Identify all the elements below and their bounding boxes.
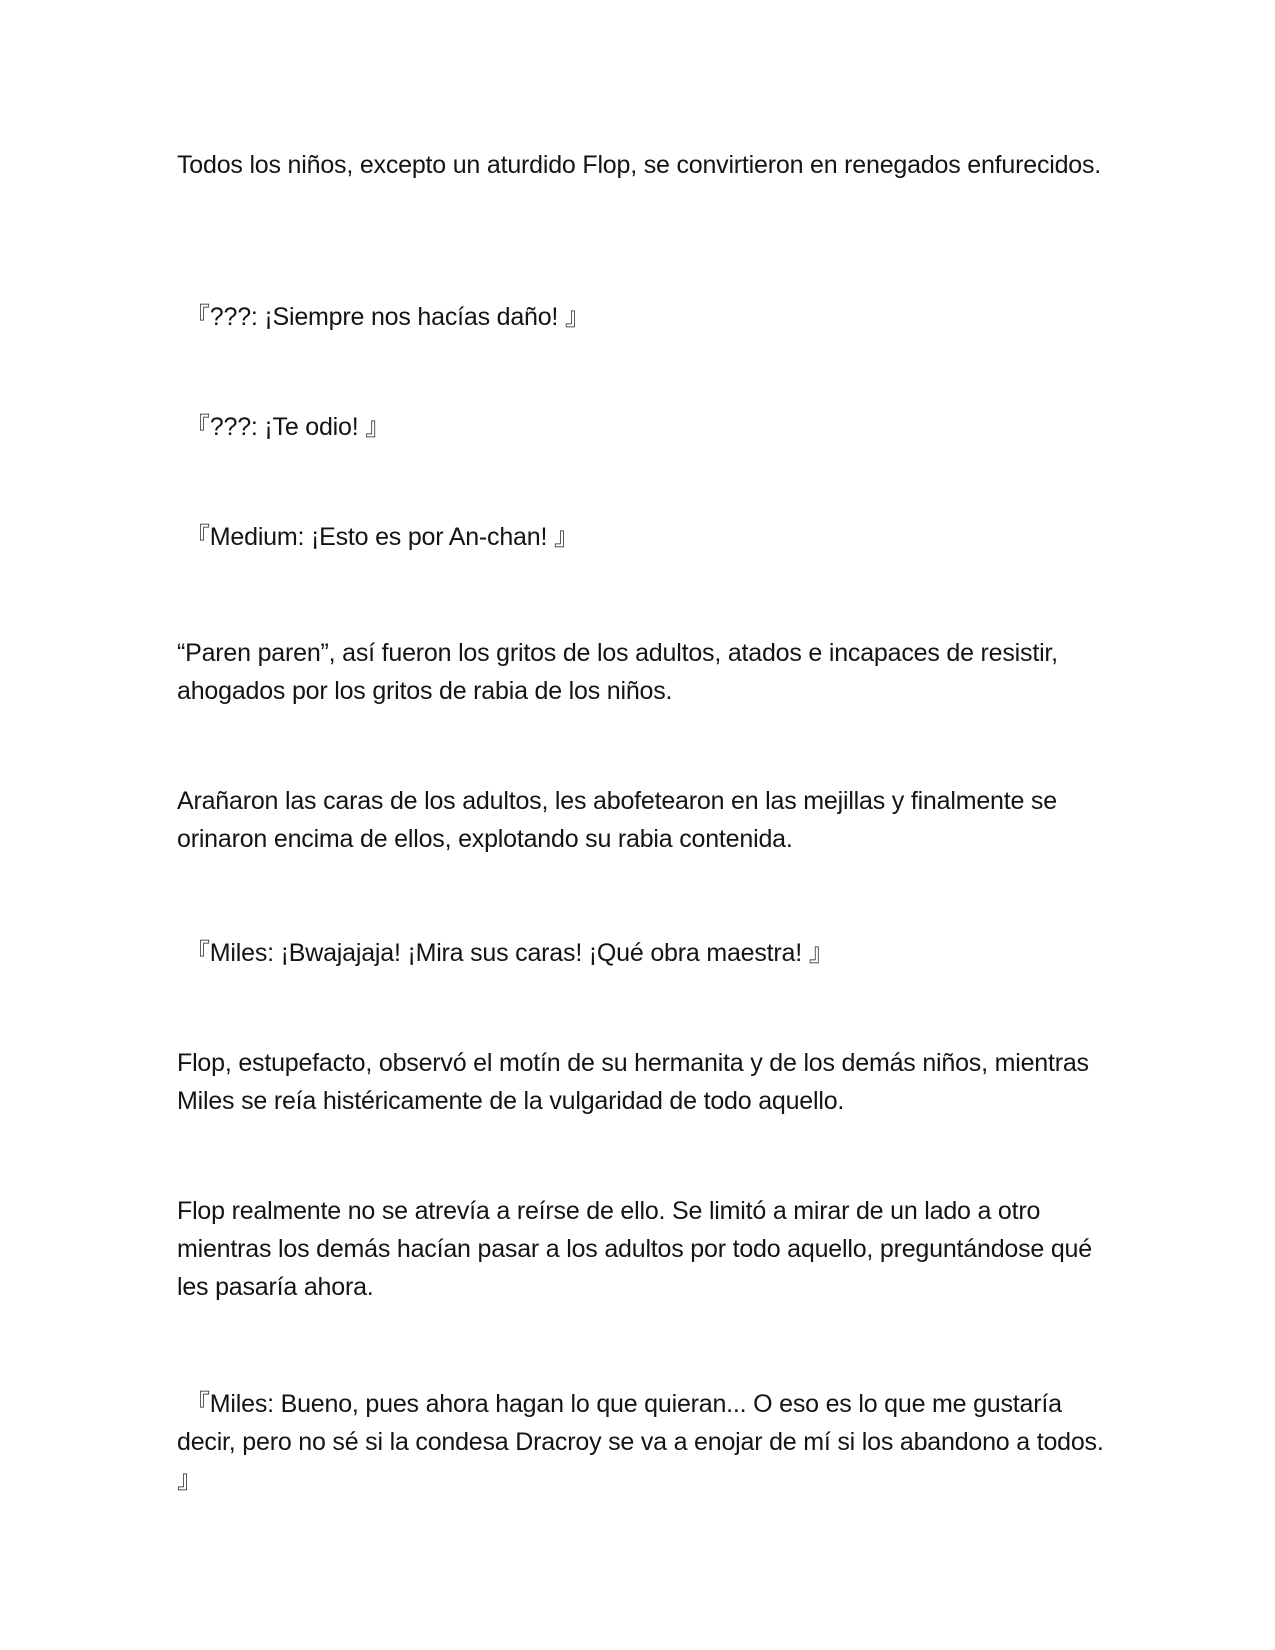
dialogue-line-2: 『???: ¡Te odio! 』 (185, 413, 391, 441)
paragraph-2: “Paren paren”, así fueron los gritos de los adultos, atados e incapaces de resistir, ahogados por los gritos de rabia de los niños. (177, 639, 1058, 705)
paragraph-3: Arañaron las caras de los adultos, les abofetearon en las mejillas y finalmente se orinaron encima de ellos, explotando su rabia contenida. (177, 787, 1057, 853)
paragraph-5: Flop realmente no se atrevía a reírse de ello. Se limitó a mirar de un lado a otro mientras los demás hacían pasar a los adultos por todo aquello, preguntándose qué les pasaría ahora. (177, 1197, 1092, 1301)
dialogue-line-3: 『Medium: ¡Esto es por An-chan! 』 (185, 523, 579, 551)
paragraph-1: Todos los niños, excepto un aturdido Flop, se convirtieron en renegados enfurecidos. (177, 151, 1102, 179)
dialogue-line-4: 『Miles: ¡Bwajajaja! ¡Mira sus caras! ¡Qué obra maestra! 』 (185, 939, 834, 967)
paragraph-4: Flop, estupefacto, observó el motín de su hermanita y de los demás niños, mientras Miles se reía histéricamente de la vulgaridad de todo aquello. (177, 1049, 1089, 1115)
dialogue-line-5: 『Miles: Bueno, pues ahora hagan lo que quieran... O eso es lo que me gustaría decir, pero no sé si la condesa Dracroy se va a enojar de mí si los abandono a todos. 』 (177, 1390, 1104, 1494)
dialogue-line-1: 『???: ¡Siempre nos hacías daño! 』 (185, 303, 590, 331)
